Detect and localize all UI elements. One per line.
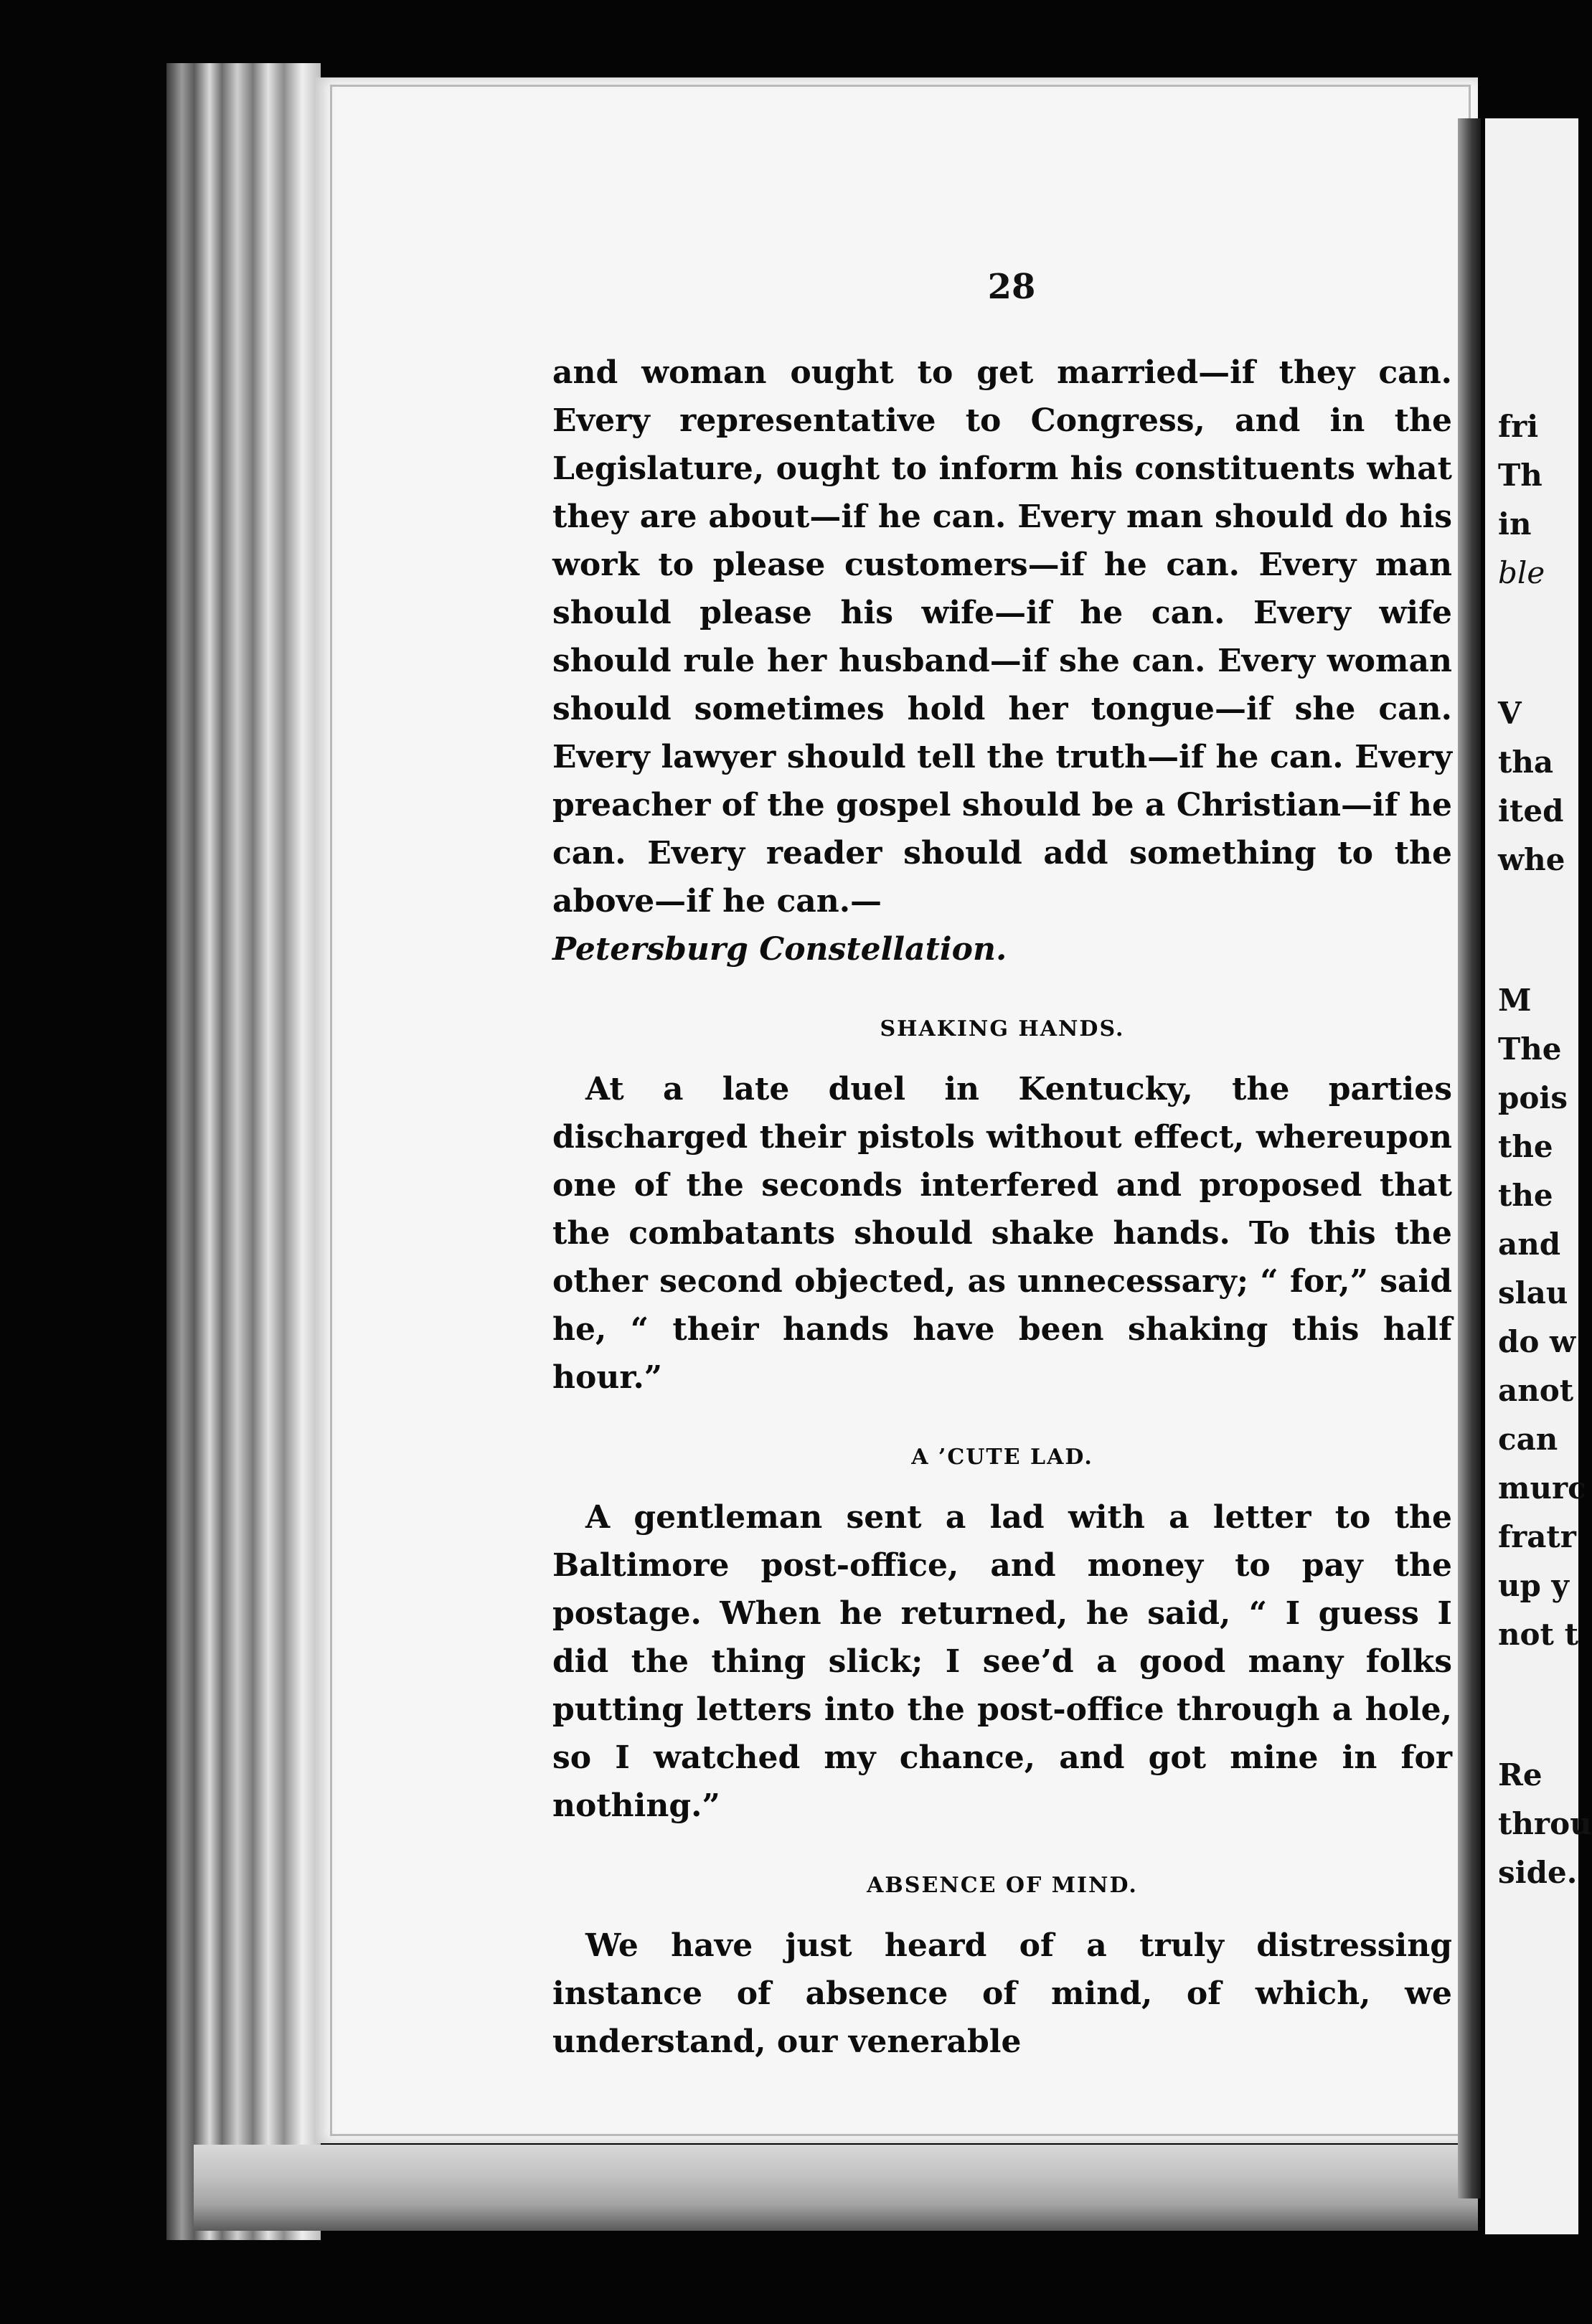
facing-fragment: and: [1498, 1227, 1561, 1262]
facing-page: [1485, 118, 1592, 2234]
facing-fragment: The: [1498, 1031, 1562, 1067]
book-gutter: [1458, 118, 1481, 2198]
section-heading: ABSENCE OF MIND.: [867, 1873, 1138, 1898]
page-edges-stack: [166, 63, 321, 2240]
facing-fragment: Re: [1498, 1757, 1542, 1792]
facing-fragment: side.: [1498, 1855, 1578, 1890]
section-paragraph: We have just heard of a truly distressing instance of absence of mind, of which, we understand, our venerable: [552, 1927, 1452, 2060]
section-paragraph: At a late duel in Kentucky, the parties discharged their pistols without effect, whereupon one of the seconds interfered and proposed that the combatants should shake hands. To this the other second objected, as unnecessary; “ for,” said he, “ their hands have been shaking this half hour.”: [552, 1071, 1452, 1396]
facing-fragment: up y: [1498, 1568, 1569, 1603]
intro-text: and woman ought to get married—if they can. Every representative to Congress, and in the Legislature, ought to inform his constituents what they are about—if he can. Every man should do his work to please customers—if he can. Every man should please his wife—if he can. Every wife should rule her husband—if she can. Every woman should sometimes hold her tongue—if she can. Every lawyer should tell the truth—if he can. Every preacher of the gospel should be a Christian—if he can. Every reader should add something to the above—if he can.—: [552, 354, 1452, 920]
facing-fragment: ited: [1498, 793, 1564, 828]
facing-fragment: Th: [1498, 458, 1542, 493]
facing-fragment: V: [1498, 696, 1522, 731]
page-body: [552, 349, 1452, 2066]
section-paragraph: A gentleman sent a lad with a letter to the Baltimore post-office, and money to pay the postage. When he returned, he said, “ I guess I did the thing slick; I see’d a good many folks putting letters into the post-office through a hole, so I watched my chance, and got mine in for nothing.”: [552, 1499, 1452, 1824]
facing-fragment: fri: [1498, 409, 1539, 444]
facing-fragment: murc: [1498, 1470, 1586, 1506]
facing-fragment: throu: [1498, 1806, 1592, 1841]
section-heading: SHAKING HANDS.: [880, 1016, 1125, 1041]
facing-fragment: in: [1498, 506, 1532, 542]
facing-fragment: the: [1498, 1129, 1553, 1164]
facing-fragment: not t: [1498, 1617, 1578, 1652]
intro-source: Petersburg Constellation.: [552, 931, 1007, 968]
facing-fragment: pois: [1498, 1080, 1568, 1115]
intro-paragraph: [552, 349, 1452, 973]
page-number: 28: [987, 267, 1036, 307]
facing-fragment: do w: [1498, 1324, 1576, 1359]
facing-fragment: can: [1498, 1422, 1558, 1457]
facing-fragment: M: [1498, 983, 1532, 1018]
facing-fragment: ble: [1498, 555, 1545, 590]
facing-fragment: anot: [1498, 1373, 1574, 1408]
facing-fragment: the: [1498, 1178, 1553, 1213]
page-bottom-edges: [194, 2145, 1478, 2231]
facing-fragment: tha: [1498, 745, 1554, 780]
facing-fragment: fratr: [1498, 1519, 1576, 1554]
section-heading: A ’CUTE LAD.: [911, 1445, 1093, 1470]
facing-fragment: whe: [1498, 842, 1565, 877]
facing-fragment: slau: [1498, 1275, 1568, 1310]
